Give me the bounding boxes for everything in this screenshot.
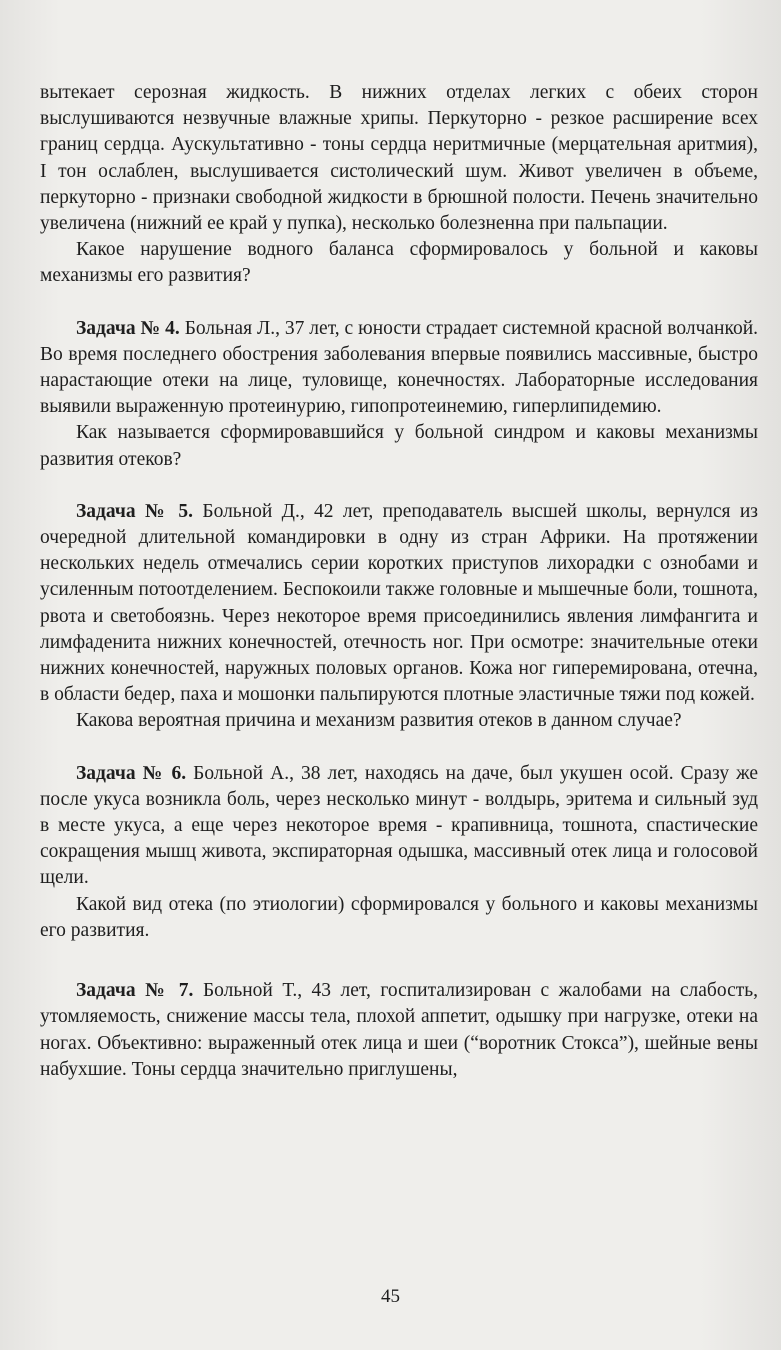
- task-4: [40, 316, 758, 421]
- task-4-text: Больная Л., 37 лет, с юности страдает системной красной волчанкой. Во время последнего обострения заболевания впервые появились массивные, быстро нарастающие отеки на лице, туловище, конечностях. Лабораторные исследования выявили выраженную протеинурию, гипопротеинемию, гиперлипидемию.: [40, 317, 759, 418]
- question-task-5: Какова вероятная причина и механизм развития отеков в данном случае?: [76, 710, 682, 732]
- task-6: [40, 761, 758, 892]
- task-7-label: Задача № 7.: [76, 980, 194, 1002]
- page-text: [40, 80, 758, 1083]
- paragraph-case-continuation: вытекает серозная жидкость. В нижних отделах легких с обеих сторон выслушиваются незвучные влажные хрипы. Перкуторно - резкое расширение всех границ сердца. Аускультативно - тоны сердца неритмичные (мерцательная аритмия), I тон ослаблен, выслушивается систолический шум. Живот увеличен в объеме, перкуторно - признаки свободной жидкости в брюшной полости. Печень значительно увеличена (нижний ее край у пупка), несколько болезненна при пальпации.: [40, 82, 758, 235]
- task-5-label: Задача № 5.: [76, 500, 194, 522]
- task-7-text: Больной Т., 43 лет, госпитализирован с жалобами на слабость, утомляемость, снижение массы тела, плохой аппетит, одышку при нагрузке, отеки на ногах. Объективно: выраженный отек лица и шеи (“воротник Стокса”), шейные вены набухшие. Тоны сердца значительно приглушены,: [40, 980, 759, 1080]
- task-7: [40, 978, 758, 1083]
- task-5-text: Больной Д., 42 лет, преподаватель высшей школы, вернулся из очередной длительной командировки в одну из стран Африки. На протяжении нескольких недель отмечались серии коротких приступов лихорадки с ознобами и усиленным потоотделением. Беспокоили также головные и мышечные боли, тошнота, рвота и светобоязнь. Через некоторое время присоединились явления лимфангита и лимфаденита нижних конечностей, отечность ног. При осмотре: значительные отеки нижних конечностей, наружных половых органов. Кожа ног гиперемирована, отечна, в области бедер, паха и мошонки пальпируются плотные эластичные тяжи под кожей.: [40, 500, 759, 706]
- task-6-text: Больной А., 38 лет, находясь на даче, был укушен осой. Сразу же после укуса возникла боль, через несколько минут - волдырь, эритема и сильный зуд в месте укуса, а еще через некоторое время - крапивница, тошнота, спастические сокращения мышц живота, экспираторная одышка, массивный отек лица и голосовой щели.: [40, 762, 759, 889]
- question-task-4: Как называется сформировавшийся у больной синдром и каковы механизмы развития отеков?: [40, 422, 758, 470]
- question-task-6: Какой вид отека (по этиологии) сформировался у больного и каковы механизмы его развития.: [40, 893, 758, 941]
- question-task-3: Какое нарушение водного баланса сформировалось у больной и каковы механизмы его развития?: [40, 239, 758, 287]
- page-number: 45: [381, 1286, 400, 1307]
- task-4-label: Задача № 4.: [76, 317, 180, 339]
- task-5: [40, 499, 758, 709]
- task-6-label: Задача № 6.: [76, 762, 187, 784]
